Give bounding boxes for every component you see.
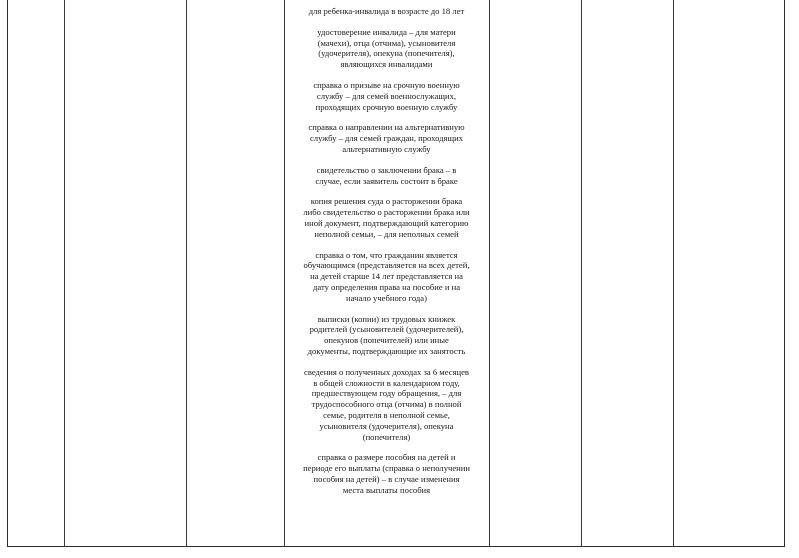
document-item: удостоверение инвалида – для матери (мачехи), отца (отчима), усыновителя (удочерителя), опекуна (попечителя), являющихся инвалидами [317,26,456,70]
column-divider [581,0,582,547]
column-divider [673,0,674,547]
document-item: справка о том, что гражданин является обучающимся (представляется на всех детей, на детей старше 14 лет представляется на дату определения права на пособие и на начало учебного года) [303,249,470,303]
document-item: для ребенка-инвалида в возрасте до 18 лет [308,6,465,16]
document-item: справка о размере пособия на детей и периоде его выплаты (справка о неполучении пособия на детей) – в случае изменения места выплаты пособия [303,452,470,495]
required-documents-cell [284,0,489,547]
document-item: свидетельство о заключении брака – в случае, если заявитель состоит в браке [315,164,458,186]
document-item: копия решения суда о расторжении брака либо свидетельство о расторжении брака или иной документ, подтверждающий категорию неполной семьи, – для неполных семей [303,196,470,239]
document-item: справка о направлении на альтернативную службу – для семей граждан, проходящих альтернативную службу [308,122,465,154]
document-item: выписки (копии) из трудовых книжек родителей (усыновителей (удочерителей), опекунов (попечителей) или иные документы, подтверждающие их занятость [307,313,466,356]
document-item: сведения о полученных доходах за 6 месяцев в общей сложности в календарном году, предшествующем году обращения, – для трудоспособного отца (отчима) в полной семье, родителя в неполной семье, усыновителя (удочерителя), опекуна (попечителя) [304,366,469,442]
column-divider [186,0,187,547]
column-divider [489,0,490,547]
document-item: справка о призыве на срочную военную службу – для семей военнослужащих, проходящих срочную военную службу [313,79,460,112]
column-divider [64,0,65,547]
